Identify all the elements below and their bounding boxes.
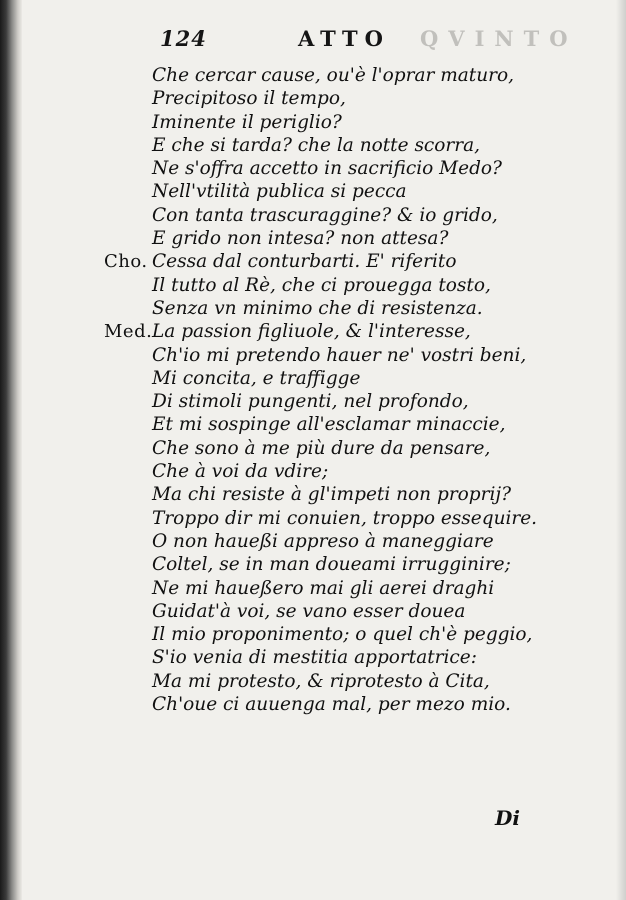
verse-line-text: Mi concita, e traffigge: [152, 367, 361, 389]
verse-line-text: S'io venia di mestitia apportatrice:: [152, 647, 477, 669]
verse-line: [152, 646, 592, 669]
verse-line: [152, 483, 592, 506]
verse-line-text: Che cercar cause, ou'è l'oprar maturo,: [152, 65, 515, 86]
verse-line-text: Il mio proponimento; o quel ch'è peggio,: [152, 624, 533, 646]
running-head: ATTO: [298, 26, 390, 51]
verse-line-text: Ne mi haueßero mai gli aerei draghi: [152, 577, 495, 599]
verse-line-text: Iminente il periglio?: [152, 111, 342, 133]
catchword: Di: [495, 806, 520, 830]
speaker-label: Cho.: [104, 251, 148, 273]
verse-line: [152, 180, 592, 203]
verse-line: [104, 320, 592, 343]
verse-line: [152, 507, 592, 530]
verse-line: [152, 553, 592, 576]
speaker-label: Med.: [104, 321, 153, 343]
verse-line-text: Troppo dir mi conuien, troppo essequire.: [152, 507, 538, 529]
verse-line: [152, 204, 592, 227]
verse-line: [152, 64, 592, 87]
verse-line-text: Ch'oue ci auuenga mal, per mezo mio.: [152, 694, 511, 716]
verse-line: [104, 250, 592, 273]
verse-line-text: Ne s'offra accetto in sacrificio Medo?: [152, 158, 502, 180]
verse-line: [152, 600, 592, 623]
verse-line: [152, 344, 592, 367]
verse-line: [152, 623, 592, 646]
page-gutter-shadow: [0, 0, 22, 900]
verse-line: [152, 227, 592, 250]
verse-line: [152, 297, 592, 320]
verse-line-text: Ma chi resiste à gl'impeti non proprij?: [152, 484, 512, 506]
verse-line: [152, 134, 592, 157]
verse-line: [152, 530, 592, 553]
verse-line-text: Et mi sospinge all'esclamar minaccie,: [152, 414, 506, 436]
verse-line: [152, 413, 592, 436]
verse-line-text: Che sono à me più dure da pensare,: [152, 437, 491, 459]
verse-line-text: Ma mi protesto, & riprotesto à Cita,: [152, 670, 490, 692]
verse-line-text: Cessa dal conturbarti. E' riferito: [152, 251, 457, 273]
verse-line-text: Senza vn minimo che di resistenza.: [152, 297, 483, 319]
verse-line: [152, 460, 592, 483]
verse-line-text: Che à voi da vdire;: [152, 461, 329, 483]
verse-line: [152, 87, 592, 110]
verse-line-text: Il tutto al Rè, che ci prouegga tosto,: [152, 274, 491, 296]
verse-line-text: Nell'vtilità publica si pecca: [152, 181, 407, 203]
page-number: 124: [160, 26, 207, 51]
verse-line-text: La passion figliuole, & l'interesse,: [152, 321, 471, 343]
verse-line-text: Precipitoso il tempo,: [152, 88, 346, 110]
verse-line-text: Coltel, se in man doueami irrugginire;: [152, 554, 511, 576]
verse-line-text: Ch'io mi pretendo hauer ne' vostri beni,: [152, 344, 527, 366]
verse-line-text: Di stimoli pungenti, nel profondo,: [152, 391, 469, 413]
verse-line: [152, 157, 592, 180]
verse-line: [152, 577, 592, 600]
verse-line-text: Guidat'à voi, se vano esser douea: [152, 600, 466, 622]
verse-line-text: E grido non intesa? non attesa?: [152, 228, 449, 250]
verse-line-text: Con tanta trascuraggine? & io grido,: [152, 204, 498, 226]
verse-line: [152, 111, 592, 134]
verse-line: [152, 390, 592, 413]
page-edge: [616, 0, 626, 900]
verse-line: [152, 693, 592, 716]
verse-line: [152, 367, 592, 390]
verse-line: [152, 274, 592, 297]
verse-line: [152, 670, 592, 693]
bleed-through-text: QVINTO: [420, 26, 578, 51]
verse-block: [104, 64, 592, 716]
verse-line: [152, 437, 592, 460]
verse-line-text: O non haueßi appreso à maneggiare: [152, 530, 494, 552]
verse-line-text: E che si tarda? che la notte scorra,: [152, 134, 481, 156]
